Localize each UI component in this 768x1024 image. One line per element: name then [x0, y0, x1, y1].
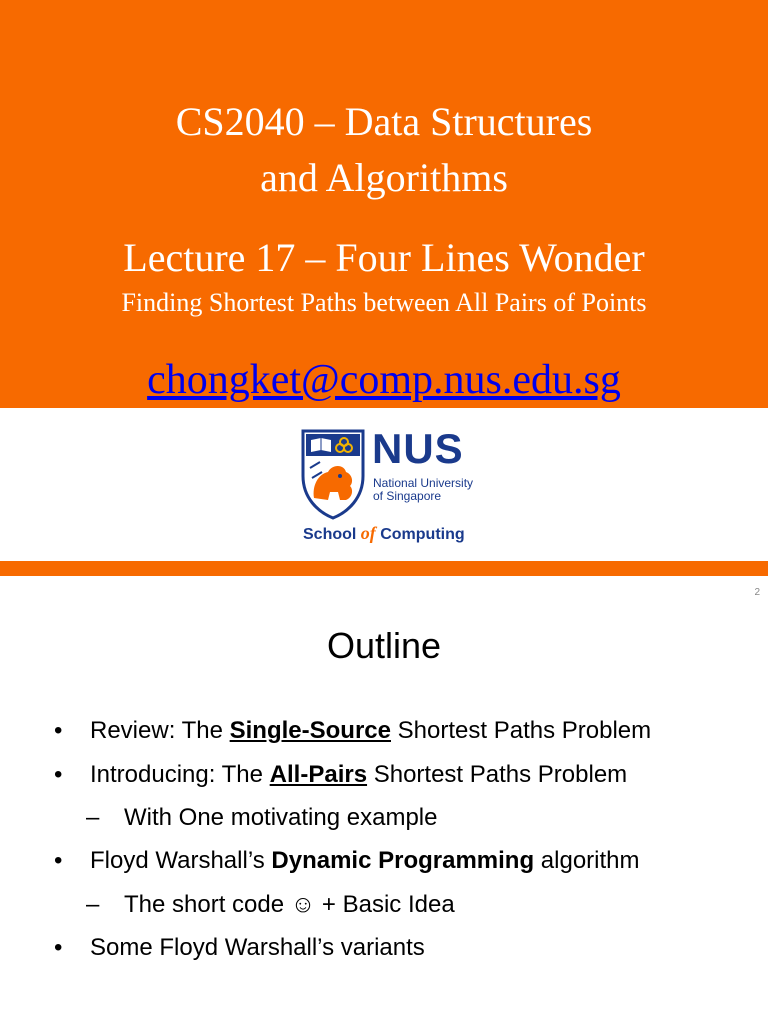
- list-item-emphasis: Dynamic Programming: [271, 847, 535, 874]
- list-item-text: algorithm: [534, 847, 640, 874]
- list-item-emphasis: Single-Source: [229, 717, 391, 744]
- list-item-text: Floyd Warshall’s: [90, 847, 272, 874]
- bullet-icon: •: [54, 761, 63, 788]
- bullet-icon: •: [54, 934, 63, 961]
- bullet-icon: •: [54, 717, 63, 744]
- sub-list-item: [86, 890, 455, 920]
- sub-list-item: [86, 803, 438, 833]
- school-prefix: School: [303, 526, 361, 543]
- lecture-title: Lecture 17 – Four Lines Wonder: [123, 235, 645, 280]
- dash-icon: –: [86, 804, 100, 831]
- course-title-line2: and Algorithms: [260, 155, 508, 200]
- school-suffix: Computing: [375, 526, 465, 543]
- nus-crest-icon: [300, 428, 366, 520]
- list-item: [54, 760, 628, 790]
- outline-slide: [0, 576, 768, 1024]
- page-number: 2: [754, 587, 760, 598]
- bullet-icon: •: [54, 847, 63, 874]
- lecture-subtitle: Finding Shortest Paths between All Pairs of Points: [121, 288, 647, 317]
- nus-wordmark: NUS: [372, 425, 464, 472]
- list-item-text: The short code ☺ + Basic Idea: [124, 891, 455, 918]
- university-name-line2: of Singapore: [373, 489, 442, 503]
- email-link[interactable]: chongket@comp.nus.edu.sg: [147, 357, 621, 403]
- nus-logo: [300, 426, 490, 546]
- list-item-text: With One motivating example: [124, 804, 438, 831]
- course-title-line1: CS2040 – Data Structures: [175, 99, 593, 144]
- list-item-text: Some Floyd Warshall’s variants: [90, 934, 425, 961]
- list-item-text: Shortest Paths Problem: [367, 761, 628, 788]
- university-name-line1: National University: [373, 476, 474, 490]
- school-of: of: [360, 523, 376, 543]
- school-name: [303, 523, 465, 545]
- list-item: [54, 933, 425, 963]
- slide-title: Outline: [326, 625, 442, 666]
- slide-divider: [0, 561, 768, 576]
- list-item-emphasis: All-Pairs: [269, 761, 368, 788]
- dash-icon: –: [86, 891, 100, 918]
- list-item: [54, 716, 652, 746]
- list-item: [54, 846, 640, 876]
- list-item-text: Introducing: The: [90, 761, 270, 788]
- title-banner: [0, 0, 768, 408]
- list-item-text: Shortest Paths Problem: [391, 717, 652, 744]
- list-item-text: Review: The: [90, 717, 230, 744]
